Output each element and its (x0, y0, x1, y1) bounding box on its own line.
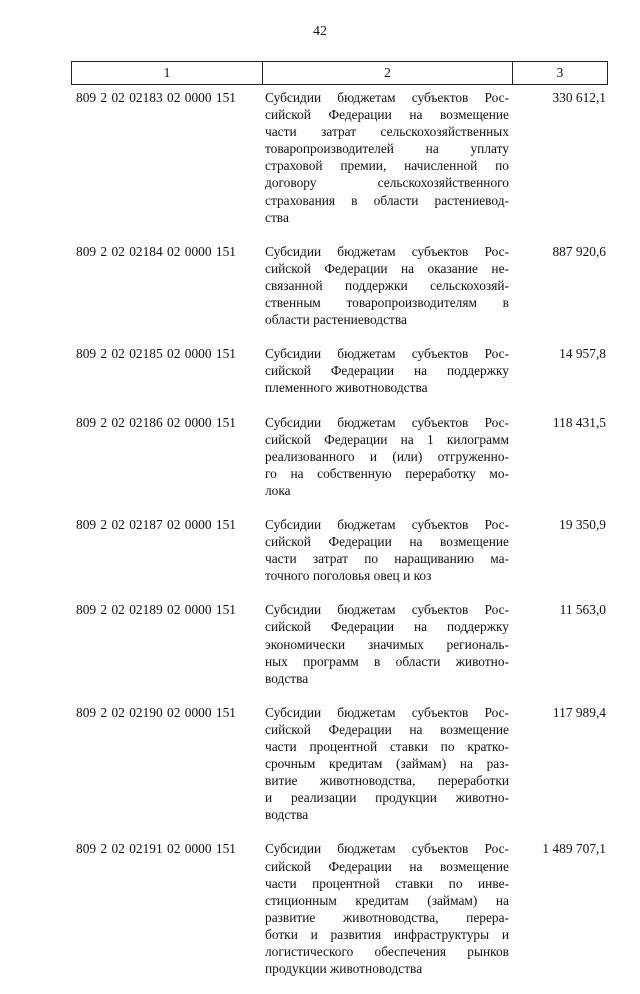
table-row (76, 345, 606, 396)
budget-code: 809 2 02 02190 02 0000 151 (76, 704, 236, 720)
subsidy-description (265, 243, 513, 328)
description-line: сийской Федерации на 1 килограмм (265, 431, 509, 447)
description-line: племенного животноводства (265, 380, 428, 396)
description-line: лока (265, 482, 291, 498)
amount-value: 14 957,8 (559, 346, 606, 362)
description-line: сийской Федерации на возмещение (265, 107, 509, 123)
table-body (76, 89, 606, 994)
description-line: ботки и развития инфраструктуры и (265, 926, 509, 942)
amount-value: 887 920,6 (552, 243, 606, 259)
description-line: товаропроизводителей на уплату (265, 141, 509, 157)
description-line: водства (265, 807, 309, 823)
amount-value: 330 612,1 (552, 90, 606, 105)
table-row (76, 516, 606, 584)
description-line: логистического обеспечения рынков (265, 944, 509, 960)
table-row (76, 601, 606, 686)
description-line: Субсидии бюджетам субъектов Рос- (265, 90, 509, 105)
description-line: ных программ в области животно- (265, 653, 509, 669)
description-line: продукции животноводства (265, 961, 423, 977)
subsidy-description (265, 516, 513, 584)
description-line: го на собственную переработку мо- (265, 465, 509, 481)
description-line: реализованного и (или) отгруженно- (265, 448, 509, 464)
table-header (71, 61, 608, 85)
budget-code: 809 2 02 02186 02 0000 151 (76, 414, 236, 430)
budget-code: 809 2 02 02183 02 0000 151 (76, 90, 236, 105)
description-line: ственным товаропроизводителям в (265, 295, 509, 311)
table-row (76, 243, 606, 328)
budget-code: 809 2 02 02185 02 0000 151 (76, 346, 236, 362)
subsidy-description (265, 840, 513, 977)
description-line: и реализации продукции животно- (265, 790, 509, 806)
description-line: сийской Федерации на возмещение (265, 534, 509, 550)
amount-value: 11 563,0 (559, 602, 606, 618)
description-line: договору сельскохозяйственного (265, 175, 509, 191)
subsidy-description (265, 601, 513, 686)
column-header-2: 2 (263, 62, 513, 84)
budget-code: 809 2 02 02184 02 0000 151 (76, 243, 236, 259)
column-header-3: 3 (556, 65, 564, 80)
table-row (76, 414, 606, 499)
description-line: витие животноводства, переработки (265, 773, 509, 789)
budget-code: 809 2 02 02191 02 0000 151 (76, 841, 236, 857)
description-line: Субсидии бюджетам субъектов Рос- (265, 346, 509, 362)
table-row (76, 840, 606, 977)
description-line: сийской Федерации на поддержку (265, 363, 509, 379)
description-line: ства (265, 209, 289, 225)
column-header-1: 1 (72, 62, 263, 84)
description-line: срочным кредитам (займам) на раз- (265, 756, 509, 772)
description-line: водства (265, 670, 309, 686)
description-line: развитие животноводства, перера- (265, 909, 509, 925)
description-line: Субсидии бюджетам субъектов Рос- (265, 243, 509, 259)
description-line: Субсидии бюджетам субъектов Рос- (265, 704, 509, 720)
description-line: части процентной ставки по инве- (265, 875, 509, 891)
description-line: сийской Федерации на возмещение (265, 858, 509, 874)
subsidy-description (265, 414, 513, 499)
description-line: области растениеводства (265, 312, 408, 328)
table-row (76, 704, 606, 824)
amount-value: 118 431,5 (552, 414, 606, 430)
description-line: части процентной ставки по кратко- (265, 739, 509, 754)
description-line: страхования в области растениевод- (265, 192, 509, 208)
description-line: связанной поддержки сельскохозяй- (265, 277, 509, 293)
subsidy-description (265, 345, 513, 396)
page-number: 42 (313, 24, 327, 39)
table-row (76, 89, 606, 226)
subsidy-description (265, 704, 513, 824)
description-line: страховой премии, начисленной по (265, 158, 509, 174)
subsidy-description (265, 89, 513, 226)
description-line: стиционным кредитам (займам) на (265, 892, 509, 908)
description-line: Субсидии бюджетам субъектов Рос- (265, 516, 509, 532)
description-line: Субсидии бюджетам субъектов Рос- (265, 841, 509, 857)
description-line: сийской Федерации на оказание не- (265, 260, 509, 276)
description-line: части затрат по наращиванию ма- (265, 551, 509, 567)
description-line: Субсидии бюджетам субъектов Рос- (265, 414, 509, 430)
amount-value: 19 350,9 (559, 516, 606, 532)
description-line: сийской Федерации на поддержку (265, 619, 509, 635)
description-line: Субсидии бюджетам субъектов Рос- (265, 602, 509, 618)
budget-code: 809 2 02 02189 02 0000 151 (76, 602, 236, 618)
amount-value: 117 989,4 (552, 704, 606, 720)
amount-value: 1 489 707,1 (542, 841, 606, 857)
description-line: точного поголовья овец и коз (265, 568, 432, 584)
description-line: части затрат сельскохозяйственных (265, 124, 509, 140)
description-line: сийской Федерации на возмещение (265, 721, 509, 737)
budget-code: 809 2 02 02187 02 0000 151 (76, 516, 236, 532)
description-line: экономически значимых региональ- (265, 636, 509, 652)
